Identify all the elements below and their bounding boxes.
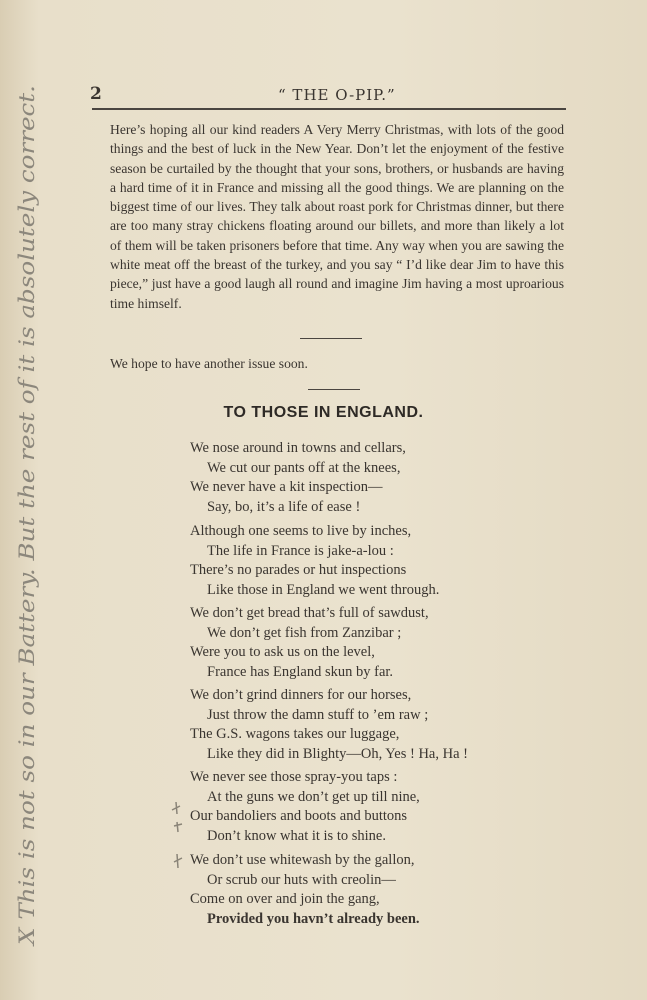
poem-stanza: [190, 522, 550, 600]
header-rule: [92, 108, 566, 110]
divider-rule: [300, 338, 362, 339]
poem-line: We don’t use whitewash by the gallon,: [190, 852, 415, 868]
poem-line: Like those in England we went through.: [207, 581, 440, 598]
poem-line: France has England skun by far.: [207, 663, 394, 680]
poem-line: Provided you havn’t already been.: [207, 910, 420, 927]
poem-stanza: [190, 686, 550, 764]
poem-line: We don’t get fish from Zanzibar ;: [207, 624, 402, 641]
poem-line: Although one seems to live by inches,: [190, 523, 412, 539]
poem-line: Or scrub our huts with creolin—: [207, 871, 396, 888]
poem-line: The G.S. wagons takes our luggage,: [190, 726, 400, 742]
poem-line: We don’t grind dinners for our horses,: [190, 687, 412, 703]
poem-line: We never see those spray-you taps :: [190, 769, 398, 785]
poem-line: We don’t get bread that’s full of sawdust,: [190, 605, 429, 621]
poem-stanza: [190, 604, 550, 682]
poem-line: We cut our pants off at the knees,: [207, 459, 401, 476]
page-number: 2: [90, 84, 102, 104]
divider-rule: [308, 389, 360, 390]
poem-line: Come on over and join the gang,: [190, 891, 380, 907]
handwriting-icon: [8, 70, 48, 950]
poem-stanza: [190, 768, 550, 846]
poem-title: TO THOSE IN ENGLAND.: [223, 404, 424, 421]
poem-stanza: [190, 851, 550, 929]
handwritten-text: X This is not so in our Battery. But the rest of it is absolutely correct.: [15, 210, 39, 945]
poem-line: There’s no parades or hut inspections: [190, 562, 407, 578]
poem-line: Were you to ask us on the level,: [190, 644, 375, 660]
poem-line: Our bandoliers and boots and buttons: [190, 808, 408, 824]
poem-line: Just throw the damn stuff to ’em raw ;: [207, 706, 429, 723]
poem-stanza: [190, 439, 550, 517]
poem-line: We never have a kit inspection—: [190, 479, 383, 495]
poem-line: At the guns we don’t get up till nine,: [207, 788, 420, 805]
poem-line: We nose around in towns and cellars,: [190, 440, 406, 456]
poem-line: The life in France is jake-a-lou :: [207, 542, 394, 559]
handwritten-margin-note: [8, 70, 48, 950]
intro-paragraph: Here’s hoping all our kind readers A Very Merry Christmas, with lots of the good things and the best of luck in the New Year. Don’t let the enjoyment of the festive season be curtailed by the thought that your sons, brothers, or husbands are having a hard time of it in France and missing all the good things. We are planning on the biggest time of our lives. They talk about roast pork for Christmas dinner, but there are too many stray chickens floating around our billets, and more than likely a lot of them will be taken prisoners before that time. Any way when you are sawing the white meat off the breast of the turkey, and you say “ I’d like dear Jim to have this piece,” just have a good laugh all round and imagine Jim having a most uproarious time himself.: [110, 122, 564, 311]
poem-line: Say, bo, it’s a life of ease !: [207, 498, 361, 515]
poem-line: Don’t know what it is to shine.: [207, 827, 386, 844]
running-title: “ THE O-PIP.”: [278, 86, 396, 104]
issue-note: We hope to have another issue soon.: [110, 356, 308, 371]
pencil-mark-icon: [168, 798, 192, 868]
poem-line: Like they did in Blighty—Oh, Yes ! Ha, Ha !: [207, 745, 468, 762]
